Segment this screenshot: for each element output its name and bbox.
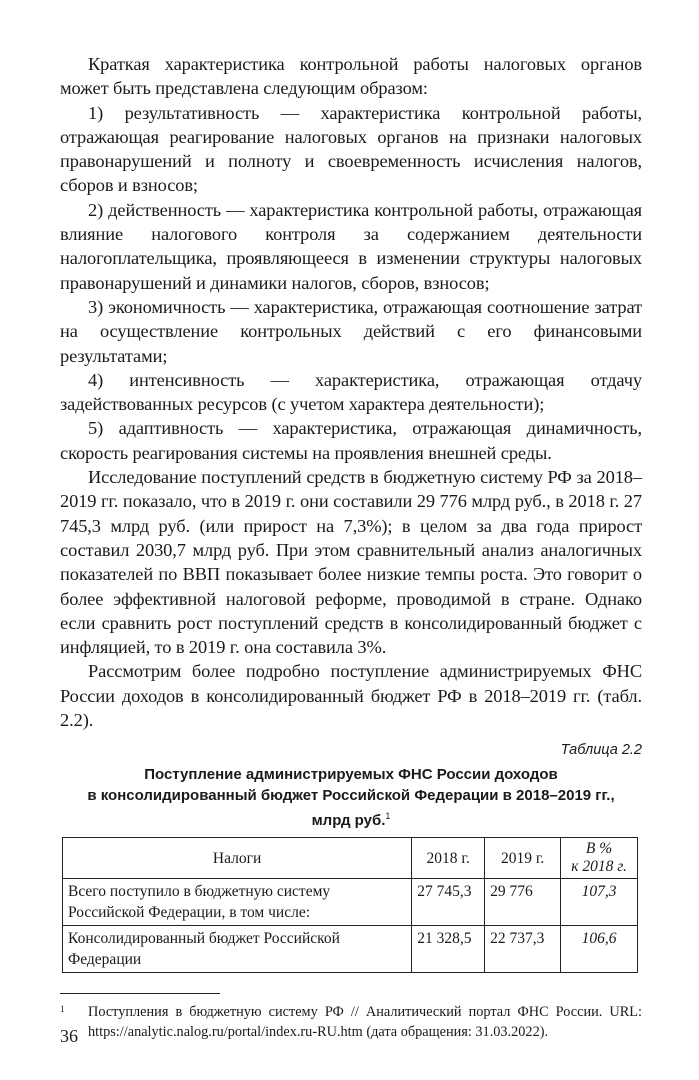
body-paragraph-research: Исследование поступлений средств в бюджетную систему РФ за 2018–2019 гг. показало, что в 2019 г. они составили 29 776 млрд руб., в 2018 г. 27 745,3 млрд руб. (или прирост на 7,3%); в целом за два года прирост составил 2030,7 млрд руб. При этом сравнительный анализ аналогичных показателей по ВВП показывает более низкие темпы роста. Это говорит о более эффективной налоговой реформе, проводимой в стране. Однако если сравнить рост поступлений средств в консолидированный бюджет с инфляцией, то в 2019 г. она составила 3%. (60, 467, 642, 658)
header-percent (561, 838, 638, 879)
cell-2019: 29 776 (485, 879, 561, 926)
cell-percent: 106,6 (561, 926, 638, 973)
page-content (60, 52, 642, 1042)
table-row (63, 926, 638, 973)
header-2018: 2018 г. (412, 838, 485, 879)
body-paragraph-table-intro: Рассмотрим более подробно поступление администрируемых ФНС России доходов в консолидированный бюджет РФ в 2018–2019 гг. (табл. 2.2). (60, 661, 642, 731)
header-percent-line-2: к 2018 г. (571, 858, 627, 876)
cell-tax-name: Консолидированный бюджет Российской Федерации (63, 926, 412, 973)
table-title (60, 764, 642, 831)
body-paragraph-item-3: 3) экономичность — характеристика, отражающая соотношение затрат на осуществление контрольных действий с его финансовыми результатами; (60, 296, 642, 366)
body-paragraph-item-2: 2) действенность — характеристика контрольной работы, отражающая влияние налогового контроля за содержанием деятельности налогоплательщика, проявляющееся в изменении структуры налоговых правонарушений и динамики налогов, сборов, взносов; (60, 199, 642, 293)
header-percent-line-1: В % (585, 840, 613, 858)
table-title-line-2: в консолидированный бюджет Российской Федерации в 2018–2019 гг., (87, 787, 615, 805)
header-taxes: Налоги (63, 838, 412, 879)
body-paragraph-intro: Краткая характеристика контрольной работы налоговых органов может быть представлена следующим образом: (60, 54, 642, 99)
footnote-divider (60, 993, 220, 994)
table-row (63, 879, 638, 926)
body-paragraph-item-5: 5) адаптивность — характеристика, отражающая динамичность, скорость реагирования системы на проявления внешней среды. (60, 418, 642, 463)
table-label: Таблица 2.2 (560, 742, 642, 759)
body-paragraph-item-1: 1) результативность — характеристика контрольной работы, отражающая реагирование налоговых органов на признаки налоговых правонарушений и полноту и своевременность исчисления налогов, сборов и взносов; (60, 102, 642, 196)
page-number: 36 (60, 1026, 78, 1046)
cell-2018: 21 328,5 (412, 926, 485, 973)
body-paragraph-item-4: 4) интенсивность — характеристика, отражающая отдачу задействованных ресурсов (с учетом характера деятельности); (60, 369, 642, 415)
footnote-text: Поступления в бюджетную систему РФ // Аналитический портал ФНС России. URL: https://analytic.nalog.ru/portal/index.ru-RU.htm (дата обращения: 31.03.2022). (88, 1004, 642, 1041)
cell-percent: 107,3 (561, 879, 638, 926)
cell-2018: 27 745,3 (412, 879, 485, 926)
table-title-line-1: Поступление администрируемых ФНС России доходов (144, 766, 558, 784)
table-header-row (63, 838, 638, 879)
footnote (60, 1002, 642, 1042)
footnote-reference: 1 (385, 811, 391, 822)
cell-tax-name: Всего поступило в бюджетную систему Российской Федерации, в том числе: (63, 879, 412, 926)
table-title-line-3: млрд руб. (311, 812, 386, 830)
revenue-table (62, 837, 638, 973)
cell-2019: 22 737,3 (485, 926, 561, 973)
footnote-number: 1 (60, 1004, 65, 1015)
header-2019: 2019 г. (485, 838, 561, 879)
